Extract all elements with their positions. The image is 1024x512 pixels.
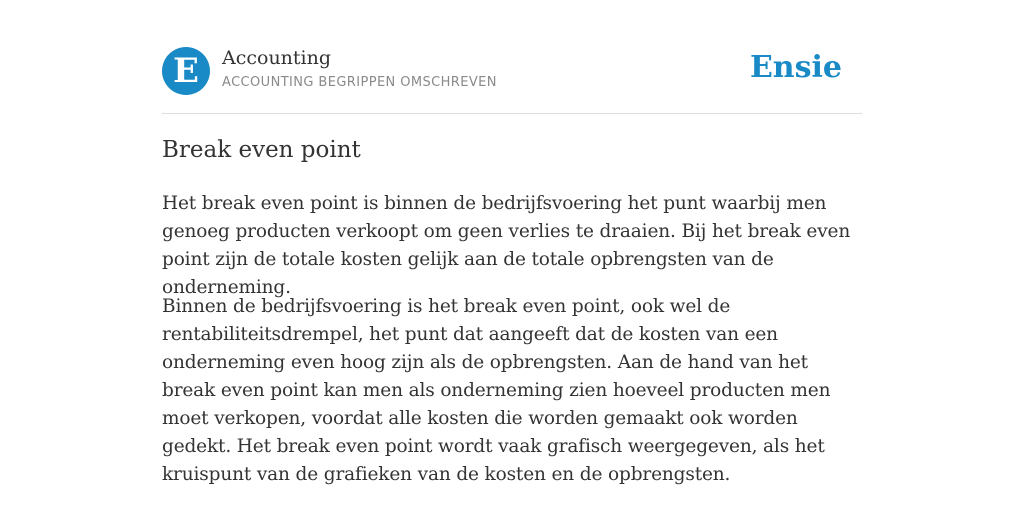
header (162, 46, 862, 96)
site-title[interactable]: Accounting (222, 47, 332, 69)
article-title: Break even point (162, 137, 361, 163)
site-subtitle: ACCOUNTING BEGRIPPEN OMSCHREVEN (222, 75, 497, 90)
article-paragraph: Binnen de bedrijfsvoering is het break even point, ook wel de rentabiliteitsdrempel, het punt dat aangeeft dat de kosten van een onderneming even hoog zijn als de opbrengsten. Aan de hand van het break even point kan men als onderneming zien hoeveel producten men moet verkopen, voordat alle kosten die worden gemaakt ook worden gedekt. Het break even point wordt vaak grafisch weergegeven, als het kruispunt van de grafieken van de kosten en de opbrengsten. (162, 296, 831, 485)
header-divider (162, 113, 862, 114)
brand-logo[interactable]: Ensie (749, 50, 842, 85)
article-paragraph: Het break even point is binnen de bedrijfsvoering het punt waarbij men genoeg producten verkoopt om geen verlies te draaien. Bij het break even point zijn de totale kosten gelijk aan de totale opbrengsten van de onderneming. (162, 193, 851, 298)
site-logo-icon[interactable]: E (162, 47, 210, 95)
